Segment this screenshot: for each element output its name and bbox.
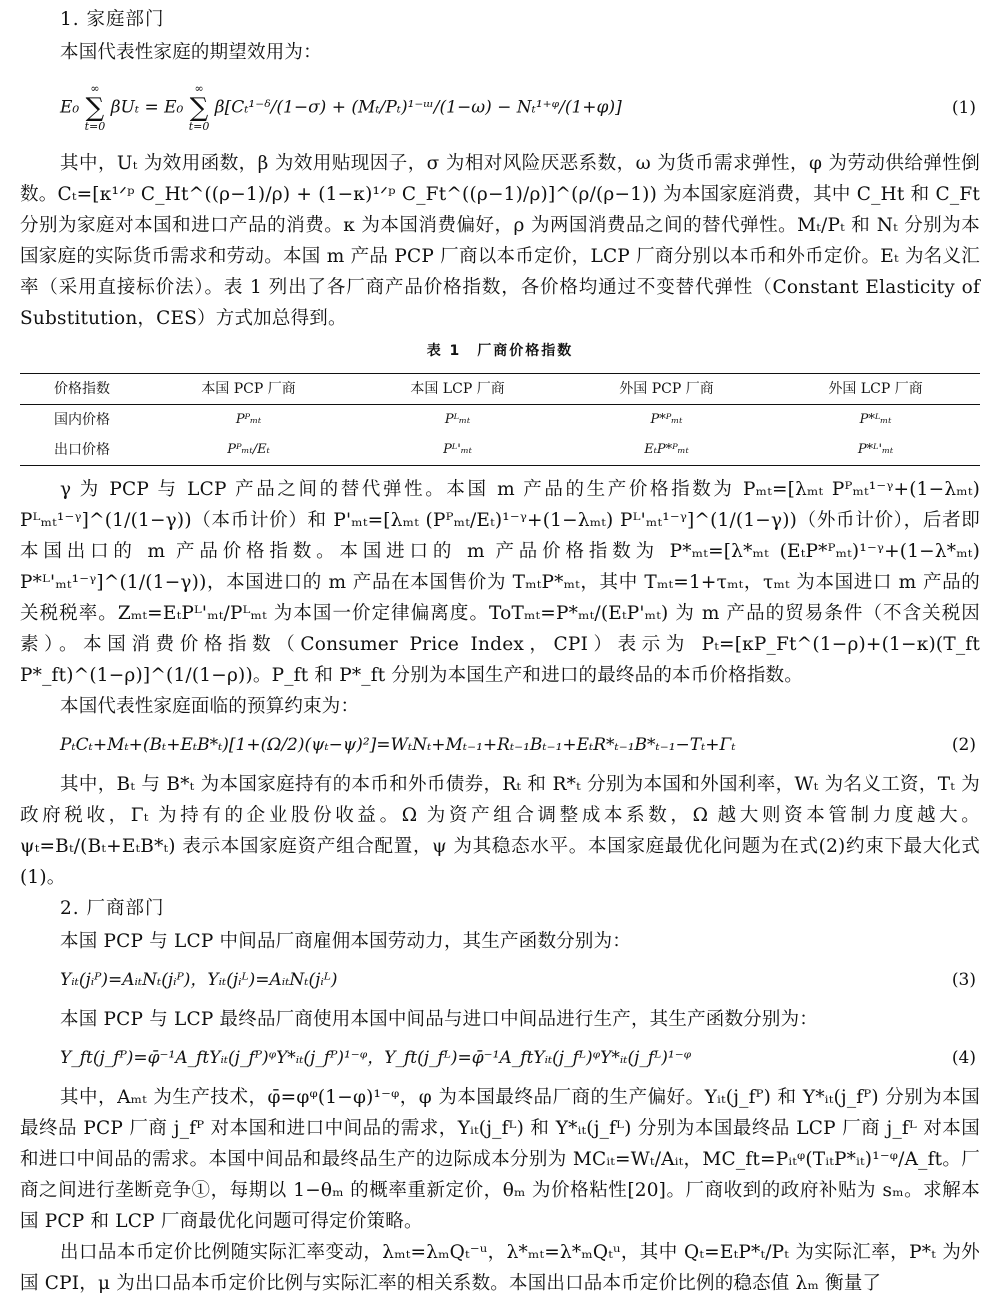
firms-intro: 本国 PCP 与 LCP 中间品厂商雇佣本国劳动力，其生产函数分别为： [60, 931, 631, 952]
equation-1-expression [60, 83, 622, 133]
table-cell: Pᴾₘₜ/Eₜ [227, 442, 270, 457]
sum-operator: ∞ ∑ t=0 [84, 82, 106, 133]
table-header-cell: 外国 LCP 厂商 [771, 374, 980, 405]
sum-bottom: t=0 [84, 120, 106, 133]
table-row [20, 405, 980, 436]
table-1 [20, 373, 980, 466]
final-goods-intro: 本国 PCP 与 LCP 最终品厂商使用本国中间品与进口中间品进行生产，其生产函数分别为： [60, 1009, 818, 1030]
equation-3-expression: Yᵢₜ(jᵢᴾ)=AᵢₜNₜ(jᵢᴾ)，Yᵢₜ(jᵢᴸ)=AᵢₜNₜ(jᵢᴸ) [60, 970, 338, 990]
table-header-cell: 本国 PCP 厂商 [144, 374, 353, 405]
table-cell: EₜP*ᴾₘₜ [644, 442, 689, 457]
household-paragraph-1: 其中，Uₜ 为效用函数，β 为效用贴现因子，σ 为相对风险厌恶系数，ω 为货币需求弹性，φ 为劳动供给弹性倒数。Cₜ=[κ¹ᐟᵖ C_Ht^((ρ−1)/ρ) + (1−κ)¹ᐟᵖ C_Ft^((ρ−1)/ρ)]^(ρ/(ρ−1)) 为本国家庭消费，其中 C_Ht 和 C_Ft 分别为家庭对本国和进口产品的消费。κ 为本国消费偏好，ρ 为两国消费品之间的替代弹性。Mₜ/Pₜ 和 Nₜ 分别为本国家庭的实际货币需求和劳动。本国 m 产品 PCP 厂商以本币定价，LCP 厂商分别以本币和外币定价。Eₜ 为名义汇率（采用直接标价法）。表 1 列出了各厂商产品价格指数，各价格均通过不变替代弹性（Constant Elasticity of Substitution，CES）方式加总得到。 [20, 153, 980, 329]
table-header-cell: 价格指数 [20, 374, 144, 405]
eq1-lhs: E₀ [60, 97, 80, 118]
eq1-mid: βUₜ = E₀ [110, 97, 184, 118]
equation-2-number: (2) [951, 735, 976, 755]
equation-2 [60, 730, 980, 761]
household-intro: 本国代表性家庭的期望效用为： [60, 42, 322, 63]
table-row-label: 出口价格 [53, 442, 110, 458]
table-row [20, 435, 980, 466]
table-header-row [20, 374, 980, 405]
price-index-paragraph: γ 为 PCP 与 LCP 产品之间的替代弹性。本国 m 产品的生产价格指数为 Pₘₜ=[λₘₜ Pᴾₘₜ¹⁻ᵞ+(1−λₘₜ) Pᴸₘₜ¹⁻ᵞ]^(1/(1−γ))（本币计价）和 P'ₘₜ=[λₘₜ (Pᴾₘₜ/Eₜ)¹⁻ᵞ+(1−λₘₜ) Pᴸ'ₘₜ¹⁻ᵞ]^(1/(1−γ))（外币计价），后者即本国出口的 m 产品价格指数。本国进口的 m 产品价格指数为 P*ₘₜ=[λ*ₘₜ (EₜP*ᴾₘₜ)¹⁻ᵞ+(1−λ*ₘₜ) P*ᴸ'ₘₜ¹⁻ᵞ]^(1/(1−γ))，本国进口的 m 产品在本国售价为 TₘₜP*ₘₜ，其中 Tₘₜ=1+τₘₜ，τₘₜ 为本国进口 m 产品的关税税率。Zₘₜ=EₜPᴸ'ₘₜ/Pᴸₘₜ 为本国一价定律偏离度。ToTₘₜ=P*ₘₜ/(EₜP'ₘₜ) 为 m 产品的贸易条件（不含关税因素）。本国消费价格指数（Consumer Price Index，CPI）表示为 Pₜ=[κP_Ft^(1−ρ)+(1−κ)(T_ft P*_ft)^(1−ρ)]^(1/(1−ρ))。P_ft 和 P*_ft 分别为本国生产和进口的最终品的本币价格指数。 [20, 479, 980, 686]
table-row-label: 国内价格 [53, 412, 110, 428]
equation-1 [60, 76, 980, 140]
table-cell: Pᴸ'ₘₜ [443, 442, 472, 457]
paper-page [20, 4, 980, 1299]
table-cell: Pᴾₘₜ [235, 412, 262, 427]
equation-2-expression: PₜCₜ+Mₜ+(Bₜ+EₜB*ₜ)[1+(Ω/2)(ψₜ−ψ)²]=WₜNₜ+Mₜ₋₁+Rₜ₋₁Bₜ₋₁+EₜR*ₜ₋₁B*ₜ₋₁−Tₜ+Γₜ [60, 735, 736, 755]
sum-top: ∞ [90, 82, 100, 95]
equation-4-number: (4) [951, 1048, 976, 1068]
table-header-cell: 本国 LCP 厂商 [353, 374, 562, 405]
equation-4-expression: Y_ft(j_fᴾ)=φ̄⁻¹A_ftYᵢₜ(j_fᴾ)ᵠY*ᵢₜ(j_fᴾ)¹⁻ᵠ，Y_ft(j_fᴸ)=φ̄⁻¹A_ftYᵢₜ(j_fᴸ)ᵠY*ᵢₜ(j_fᴸ)¹⁻ᵠ [60, 1048, 692, 1068]
sum-operator-2: ∞ ∑ t=0 [188, 82, 210, 133]
table-cell: P*ᴸ'ₘₜ [857, 442, 894, 457]
equation-3-number: (3) [951, 970, 976, 990]
firms-paragraph: 其中，Aₘₜ 为生产技术，φ̄=φᵠ(1−φ)¹⁻ᵠ，φ 为本国最终品厂商的生产偏好。Yᵢₜ(j_fᴾ) 和 Y*ᵢₜ(j_fᴾ) 分别为本国最终品 PCP 厂商 j_fᴾ 对本国和进口中间品的需求，Yᵢₜ(j_fᴸ) 和 Y*ᵢₜ(j_fᴸ) 分别为本国最终品 LCP 厂商 j_fᴸ 对本国和进口中间品的需求。本国中间品和最终品生产的边际成本分别为 MCᵢₜ=Wₜ/Aᵢₜ，MC_ft=Pᵢₜᵠ(TᵢₜP*ᵢₜ)¹⁻ᵠ/A_ft。厂商之间进行垄断竞争①，每期以 1−θₘ 的概率重新定价，θₘ 为价格粘性[20]。厂商收到的政府补贴为 sₘ。求解本国 PCP 和 LCP 厂商最优化问题可得定价策略。 [20, 1087, 980, 1232]
section-heading-firms: 2. 厂商部门 [60, 898, 165, 919]
table-header-cell: 外国 PCP 厂商 [562, 374, 771, 405]
table-cell: P*ᴾₘₜ [650, 412, 683, 427]
equation-3 [60, 965, 980, 996]
table-cell: Pᴸₘₜ [444, 412, 471, 427]
export-pricing-paragraph: 出口品本币定价比例随实际汇率变动，λₘₜ=λₘQₜ⁻ᵘ，λ*ₘₜ=λ*ₘQₜᵘ，其中 Qₜ=EₜP*ₜ/Pₜ 为实际汇率，P*ₜ 为外国 CPI，μ 为出口品本币定价比例与实际汇率的相关系数。本国出口品本币定价比例的稳态值 λₘ 衡量了 [20, 1242, 980, 1294]
equation-4 [60, 1043, 980, 1074]
eq1-body: β[Cₜ¹⁻ᵟ/(1−σ) + (Mₜ/Pₜ)¹⁻ᵚ/(1−ω) − Nₜ¹⁺ᵠ/(1+φ)] [214, 97, 622, 118]
budget-paragraph: 其中，Bₜ 与 B*ₜ 为本国家庭持有的本币和外币债券，Rₜ 和 R*ₜ 分别为本国和外国利率，Wₜ 为名义工资，Tₜ 为政府税收，Γₜ 为持有的企业股份收益。Ω 为资产组合调整成本系数，Ω 越大则资本管制力度越大。ψₜ=Bₜ/(Bₜ+EₜB*ₜ) 表示本国家庭资产组合配置，ψ 为其稳态水平。本国家庭最优化问题为在式(2)约束下最大化式(1)。 [20, 774, 980, 888]
table-1-caption: 表 1 厂商价格指数 [426, 343, 574, 359]
section-heading-household: 1. 家庭部门 [60, 9, 165, 30]
budget-intro: 本国代表性家庭面临的预算约束为： [60, 696, 360, 717]
equation-1-number: (1) [951, 97, 976, 118]
table-cell: P*ᴸₘₜ [859, 412, 892, 427]
